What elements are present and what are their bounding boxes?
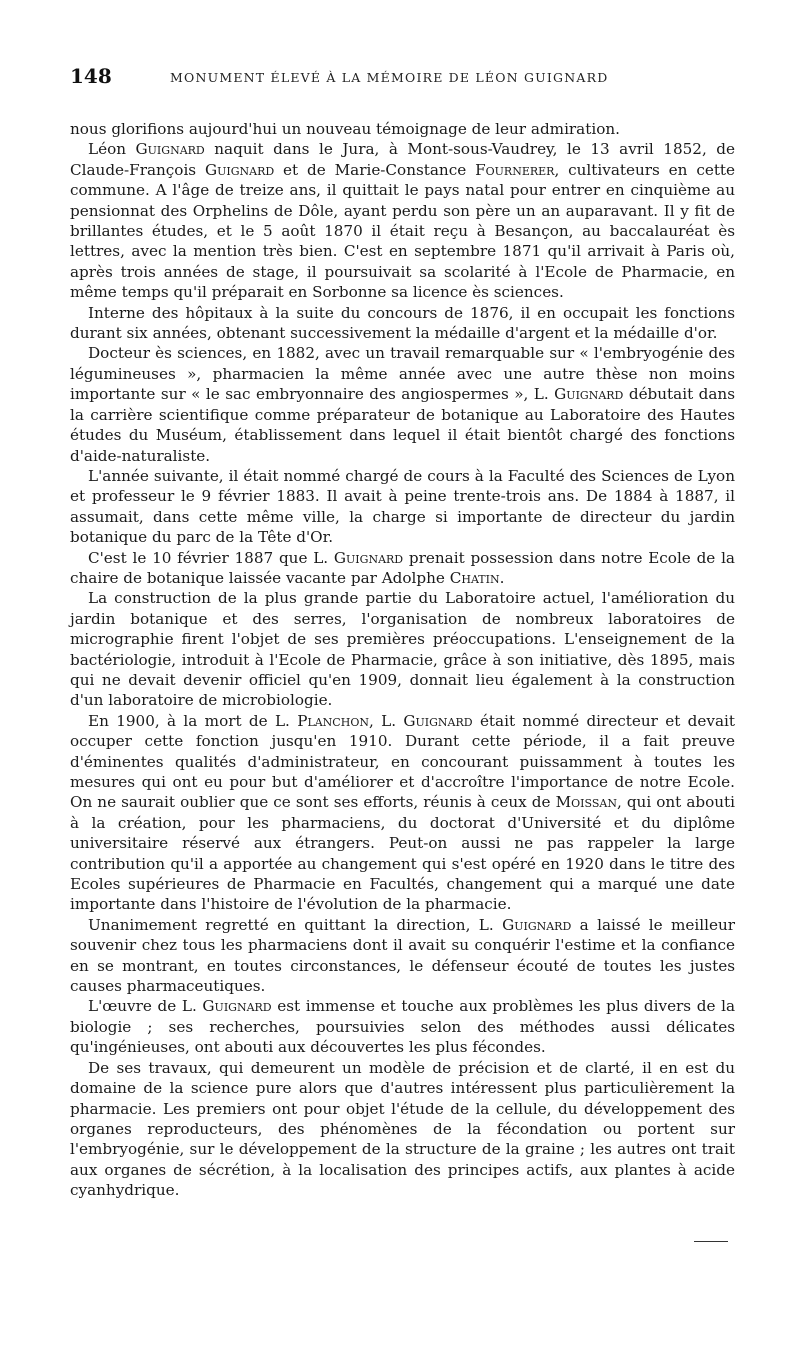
person-name: Guignard bbox=[502, 915, 572, 934]
paragraph bbox=[70, 915, 735, 997]
person-name: Guignard bbox=[403, 711, 473, 730]
end-rule bbox=[694, 1241, 728, 1242]
text-run: , qui ont abouti à la création, pour les pharmaciens, du doctorat d'Université et du diplôme universitaire réservé aux étrangers. Peut-on aussi ne pas rappeler la large contribution qu'il a apportée au changement qui s'est opéré en 1920 dans le titre des Ecoles supérieures de Pharmacie en Facultés, changement qui a marqué une date importante dans l'histoire de l'évolution de la pharmacie. bbox=[70, 793, 735, 914]
paragraph bbox=[70, 303, 735, 344]
body-text bbox=[70, 119, 735, 1201]
text-run: débutait dans la carrière scientifique comme préparateur de botanique au Laboratoire des Hautes études du Muséum, établissement dans lequel il était bientôt chargé des fonctions d'aide-naturaliste. bbox=[70, 385, 735, 465]
text-run: , L. bbox=[368, 711, 404, 730]
paragraph bbox=[70, 343, 735, 465]
person-name: Guignard bbox=[202, 997, 272, 1016]
person-name: Guignard bbox=[204, 160, 275, 179]
paragraph bbox=[70, 1058, 735, 1201]
text-run: est immense et touche aux problèmes les plus divers de la biologie ; ses recherches, poursuivies selon des méthodes aussi délicates qu'ingénieuses, ont abouti aux découvertes les plus fécondes. bbox=[70, 997, 735, 1057]
text-run: Interne des hôpitaux à la suite du concours de 1876, il en occupait les fonctions durant six années, obtenant successivement la médaille d'argent et la médaille d'or. bbox=[70, 303, 735, 343]
person-name: Guignard bbox=[135, 140, 205, 159]
paragraph bbox=[70, 119, 735, 139]
text-run: L'année suivante, il était nommé chargé de cours à la Faculté des Sciences de Lyon et professeur le 9 février 1883. Il avait à peine trente-trois ans. De 1884 à 1887, il assumait, dans cette même ville, la charge si importante de directeur du jardin botanique du parc de la Tête d'Or. bbox=[70, 466, 735, 547]
text-run: nous glorifions aujourd'hui un nouveau témoignage de leur admiration. bbox=[70, 120, 620, 138]
text-run: De ses travaux, qui demeurent un modèle de précision et de clarté, il en est du domaine de la science pure alors que d'autres intéressent plus particulièrement la pharmacie. Les premiers ont pour objet l'étude de la cellule, du développement des organes reproducteurs, des phénomènes de la fécondation ou portent sur l'embryogénie, sur le développement de la structure de la graine ; les autres ont trait aux organes de sécrétion, à la localisation des principes actifs, aux plantes à acide cyanhydrique. bbox=[70, 1058, 735, 1200]
paragraph bbox=[70, 996, 735, 1057]
person-name: Planchon bbox=[297, 711, 369, 730]
text-run: La construction de la plus grande partie du Laboratoire actuel, l'amélioration du jardin botanique et des serres, l'organisation de nombreux laboratoires de micrographie firent l'objet de ses premières préoccupations. L'enseignement de la bactériologie, introduit à l'Ecole de Pharmacie, grâce à son initiative, dès 1895, mais qui ne devait devenir officiel qu'en 1909, donnait lieu également à la construction d'un laboratoire de microbiologie. bbox=[70, 589, 735, 710]
text-run: . bbox=[499, 568, 505, 587]
person-name: Guignard bbox=[333, 548, 404, 567]
text-run: Docteur ès sciences, en 1882, avec un travail remarquable sur « l'embryogénie des légumineuses », pharmacien la même année avec une autre thèse non moins importante sur « le sac embryonnaire des angiospermes », L. bbox=[70, 344, 735, 404]
paragraph bbox=[70, 711, 735, 915]
page-header bbox=[70, 64, 740, 94]
person-name: Chatin bbox=[449, 568, 500, 587]
text-run: L'œuvre de L. bbox=[88, 997, 203, 1016]
running-title: MONUMENT ÉLEVÉ À LA MÉMOIRE DE LÉON GUIGNARD bbox=[170, 70, 609, 85]
paragraph bbox=[70, 139, 735, 302]
text-run: Léon bbox=[88, 140, 136, 159]
person-name: Guignard bbox=[554, 385, 624, 404]
text-run: naquit dans le Jura, à Mont-sous-Vaudrey, le 13 avril 1852, de Claude-François bbox=[70, 140, 736, 179]
page-number: 148 bbox=[70, 64, 112, 88]
paragraph bbox=[70, 548, 735, 589]
text-run: prenait possession dans notre Ecole de la chaire de botanique laissée vacante par Adolphe bbox=[70, 548, 735, 587]
paragraph bbox=[70, 588, 735, 710]
person-name: Fournerer bbox=[475, 160, 555, 179]
text-run: et de Marie-Constance bbox=[274, 160, 476, 179]
person-name: Moissan bbox=[555, 793, 617, 812]
text-run: Unanimement regretté en quittant la direction, L. bbox=[88, 915, 503, 934]
text-run: , cultivateurs en cette commune. A l'âge de treize ans, il quittait le pays natal pour entrer en cinquième au pensionnat des Orphelins de Dôle, ayant perdu son père un an auparavant. Il y fit de brillantes études, et le 5 août 1870 il était reçu à Besançon, au baccalauréat ès lettres, avec la mention très bien. C'est en septembre 1871 qu'il arrivait à Paris où, après trois années de stage, il poursuivait sa scolarité à l'Ecole de Pharmacie, en même temps qu'il préparait en Sorbonne sa licence ès sciences. bbox=[70, 160, 736, 302]
text-run: En 1900, à la mort de L. bbox=[88, 711, 298, 730]
text-run: a laissé le meilleur souvenir chez tous les pharmaciens dont il avait su conquérir l'estime et la confiance en se montrant, en toutes circonstances, le défenseur écouté de toutes les justes causes pharmaceutiques. bbox=[70, 915, 736, 996]
text-run: C'est le 10 février 1887 que L. bbox=[88, 548, 334, 567]
text-run: était nommé directeur et devait occuper cette fonction jusqu'en 1910. Durant cette période, il a fait preuve d'éminentes qualités d'administrateur, en concourant puissamment à toutes les mesures qui ont eu pour but d'améliorer et d'accroître l'importance de notre Ecole. On ne saurait oublier que ce sont ses efforts, réunis à ceux de bbox=[70, 711, 735, 812]
paragraph bbox=[70, 466, 735, 548]
